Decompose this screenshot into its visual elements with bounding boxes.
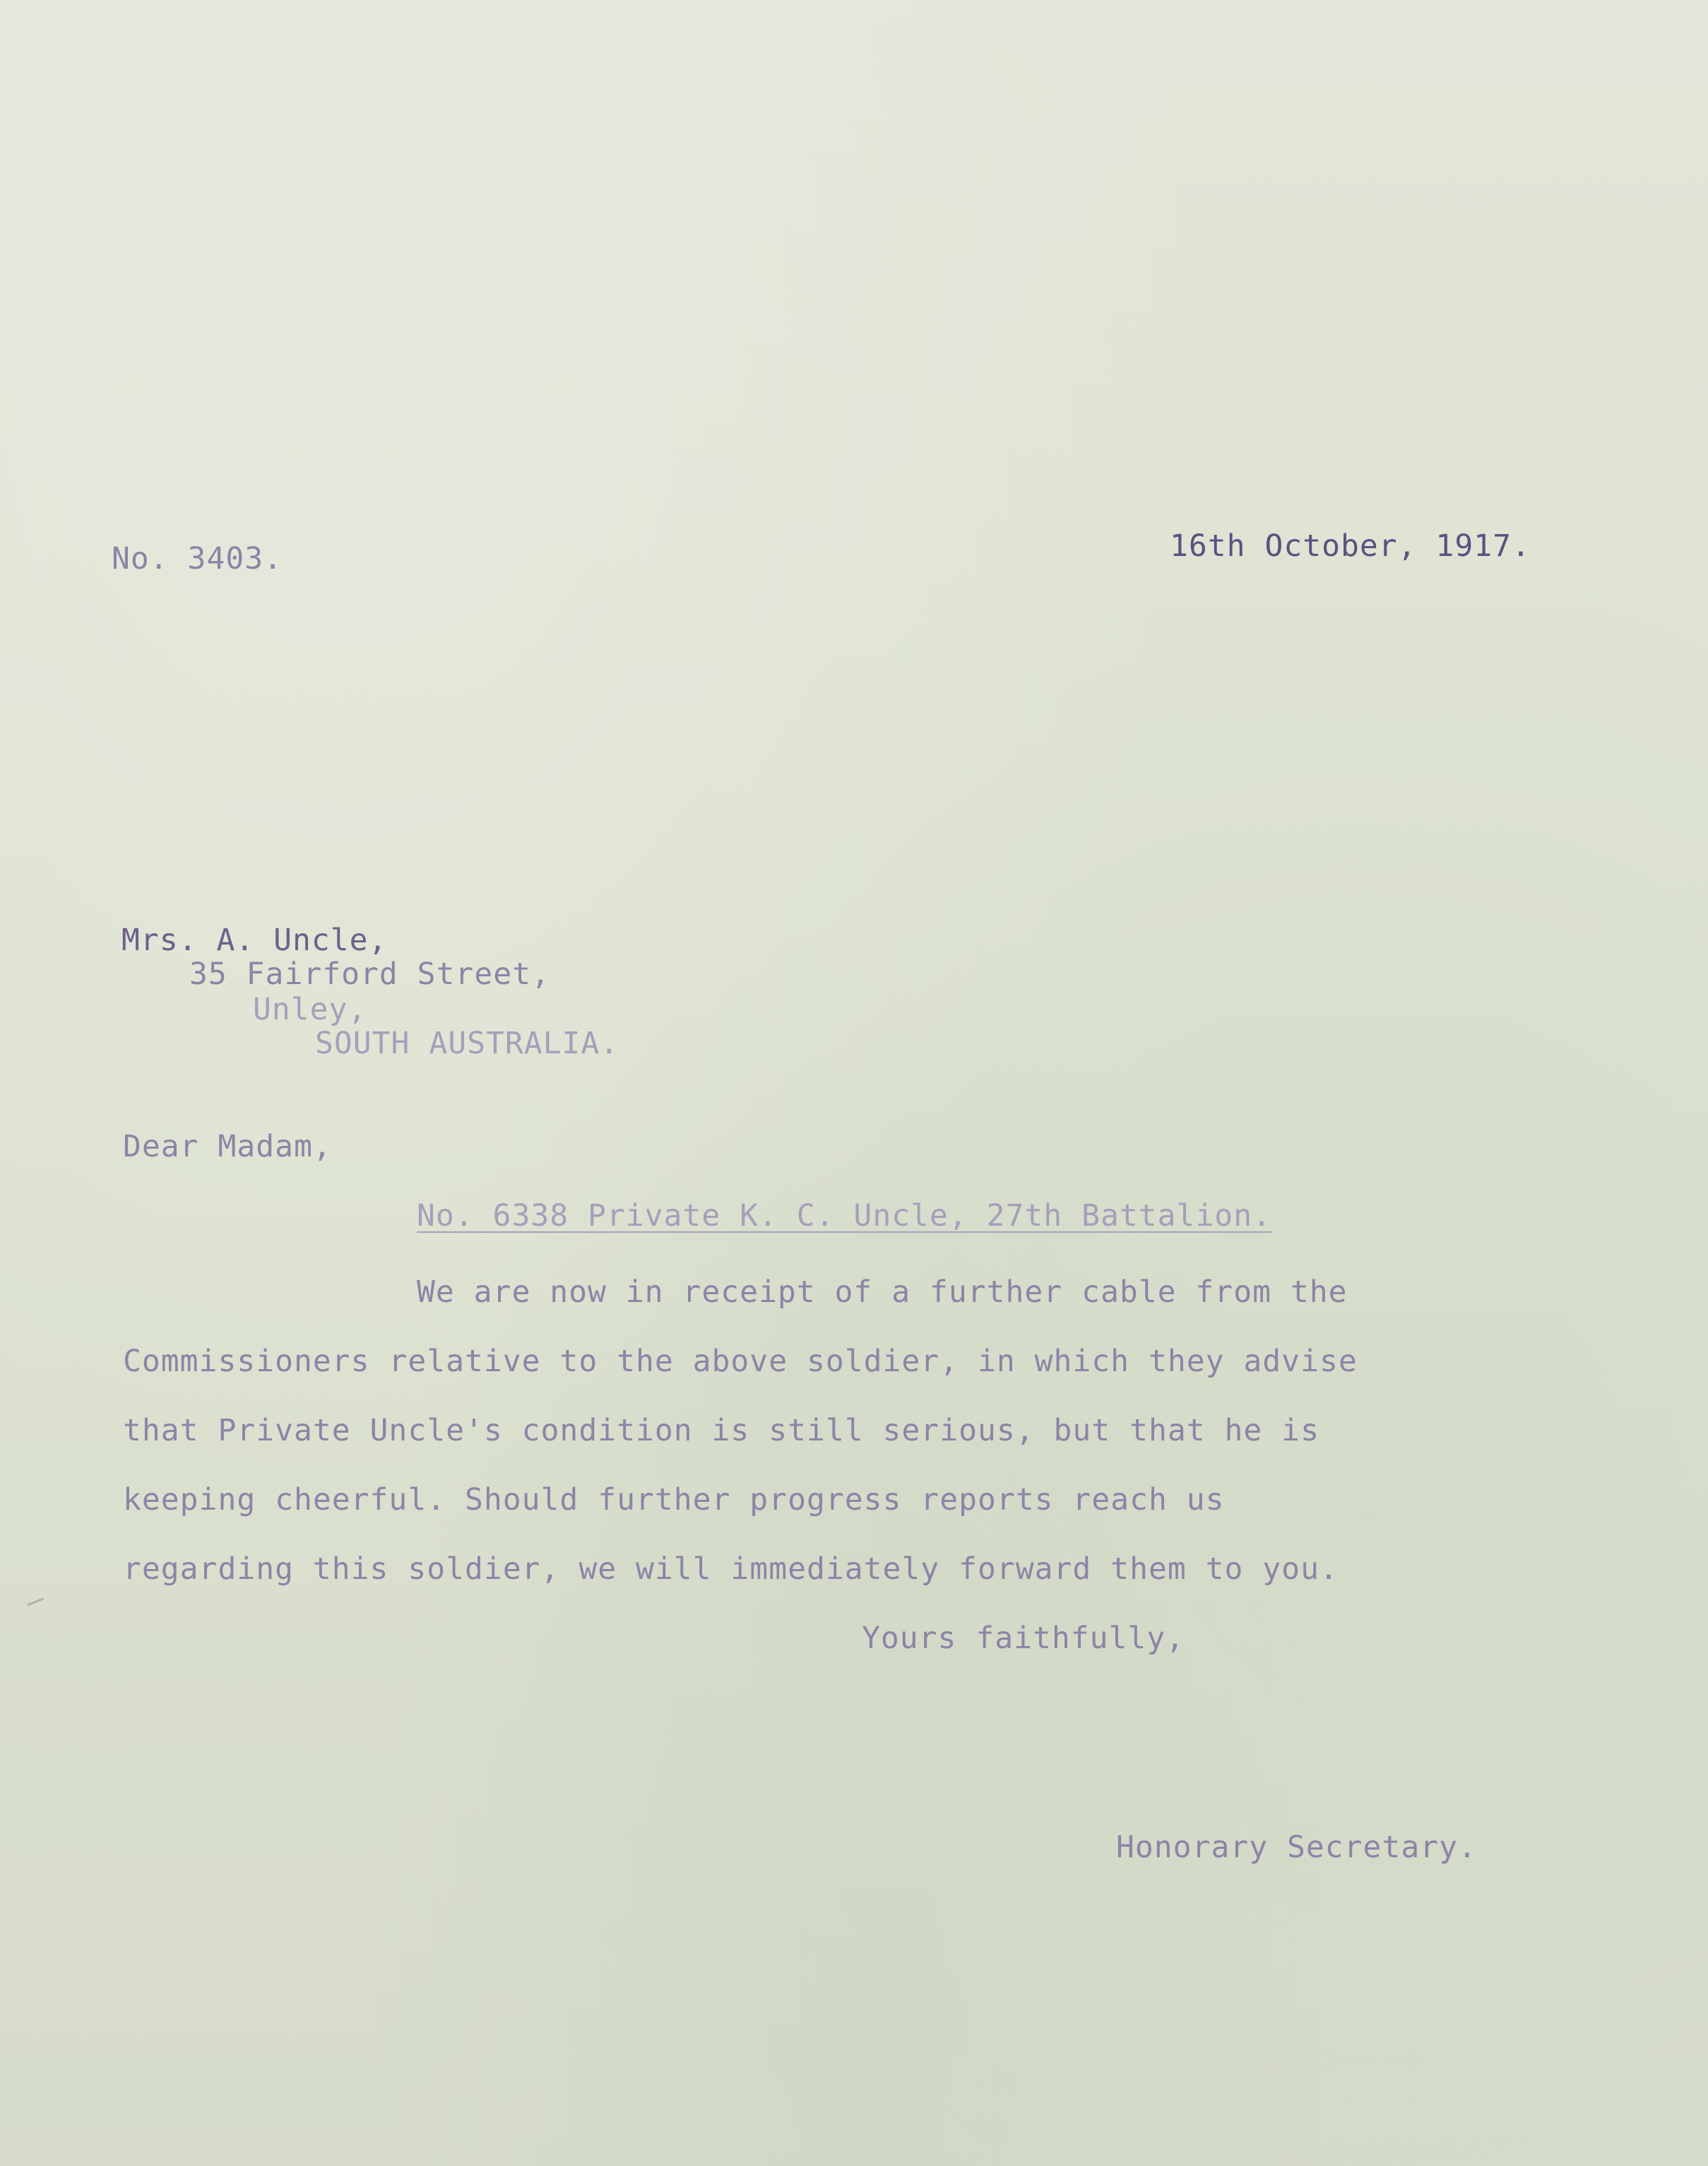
letter-date: 16th October, 1917. [1170, 528, 1531, 564]
closing: Yours faithfully, [862, 1621, 1185, 1656]
body-line: regarding this soldier, we will immediately forward them to you. [123, 1551, 1339, 1587]
recipient-state: SOUTH AUSTRALIA. [315, 1026, 619, 1061]
recipient-street: 35 Fairford Street, [189, 957, 550, 992]
reference-number: No. 3403. [112, 541, 283, 576]
paper-mark [27, 1598, 43, 1606]
body-line: keeping cheerful. Should further progress reports reach us [123, 1482, 1225, 1517]
body-line: Commissioners relative to the above soldier, in which they advise [123, 1344, 1358, 1379]
subject-line: No. 6338 Private K. C. Uncle, 27th Battalion. [417, 1198, 1271, 1233]
signatory-title: Honorary Secretary. [1116, 1830, 1477, 1865]
body-line: that Private Uncle's condition is still serious, but that he is [123, 1413, 1319, 1448]
salutation: Dear Madam, [123, 1129, 332, 1164]
recipient-name: Mrs. A. Uncle, [121, 923, 388, 958]
body-line: We are now in receipt of a further cable from the [417, 1274, 1348, 1310]
recipient-suburb: Unley, [253, 992, 367, 1027]
